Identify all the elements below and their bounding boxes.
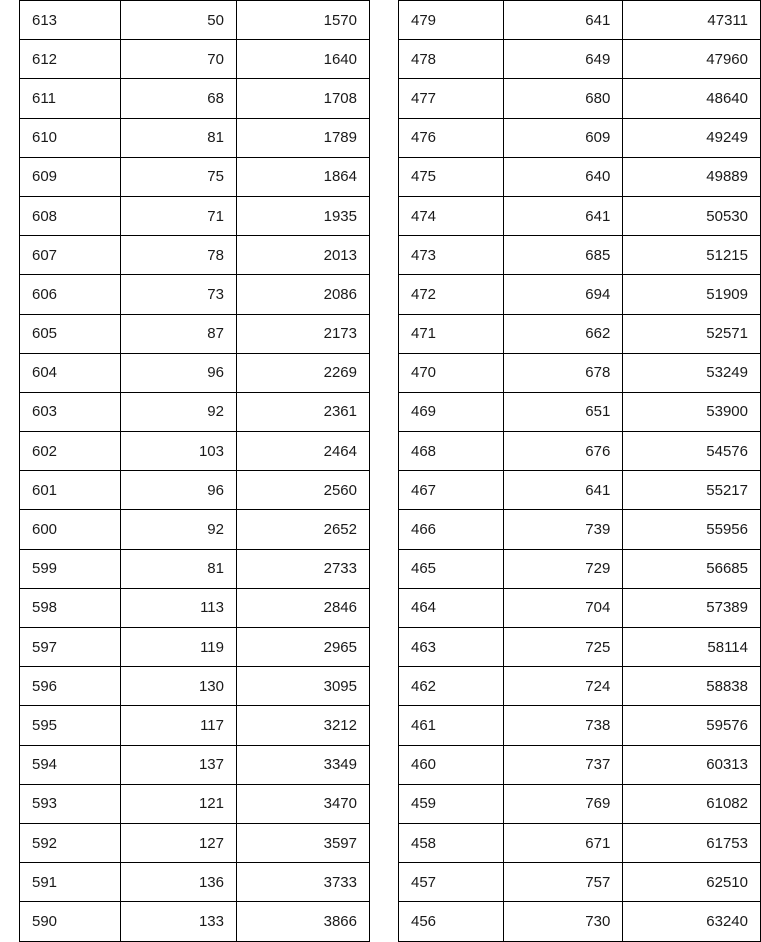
table-row: [399, 1, 761, 40]
cell-count: 730: [503, 902, 623, 941]
cell-cumulative: 2464: [236, 432, 369, 471]
table-row: [399, 510, 761, 549]
table-row: [20, 667, 370, 706]
cell-count: 117: [121, 706, 237, 745]
table-row: [20, 510, 370, 549]
cell-count: 71: [121, 196, 237, 235]
left-score-table-wrapper: [0, 0, 370, 930]
cell-count: 739: [503, 510, 623, 549]
cell-score: 471: [399, 314, 504, 353]
cell-count: 119: [121, 628, 237, 667]
cell-score: 606: [20, 275, 121, 314]
cell-score: 476: [399, 118, 504, 157]
table-row: [20, 706, 370, 745]
cell-cumulative: 52571: [623, 314, 761, 353]
cell-count: 121: [121, 784, 237, 823]
table-row: [20, 157, 370, 196]
table-row: [399, 549, 761, 588]
table-row: [20, 902, 370, 941]
cell-score: 600: [20, 510, 121, 549]
cell-score: 466: [399, 510, 504, 549]
column-gutter: [370, 0, 398, 918]
cell-score: 593: [20, 784, 121, 823]
right-score-table: [398, 0, 761, 942]
table-row: [399, 706, 761, 745]
table-row: [20, 196, 370, 235]
cell-score: 596: [20, 667, 121, 706]
cell-count: 640: [503, 157, 623, 196]
table-row: [20, 236, 370, 275]
cell-cumulative: 49889: [623, 157, 761, 196]
table-row: [399, 902, 761, 941]
cell-count: 133: [121, 902, 237, 941]
table-row: [399, 471, 761, 510]
cell-cumulative: 1935: [236, 196, 369, 235]
cell-cumulative: 2086: [236, 275, 369, 314]
table-row: [399, 314, 761, 353]
cell-cumulative: 1570: [236, 1, 369, 40]
cell-cumulative: 54576: [623, 432, 761, 471]
cell-score: 608: [20, 196, 121, 235]
cell-cumulative: 51909: [623, 275, 761, 314]
cell-count: 662: [503, 314, 623, 353]
cell-cumulative: 2269: [236, 353, 369, 392]
cell-cumulative: 61753: [623, 823, 761, 862]
cell-cumulative: 63240: [623, 902, 761, 941]
cell-score: 605: [20, 314, 121, 353]
cell-cumulative: 51215: [623, 236, 761, 275]
cell-cumulative: 3866: [236, 902, 369, 941]
table-row: [20, 471, 370, 510]
table-row: [20, 745, 370, 784]
table-row: [20, 628, 370, 667]
cell-count: 130: [121, 667, 237, 706]
cell-score: 474: [399, 196, 504, 235]
cell-score: 460: [399, 745, 504, 784]
cell-score: 604: [20, 353, 121, 392]
cell-score: 472: [399, 275, 504, 314]
cell-count: 92: [121, 392, 237, 431]
table-row: [20, 823, 370, 862]
cell-score: 595: [20, 706, 121, 745]
cell-cumulative: 62510: [623, 863, 761, 902]
cell-cumulative: 3733: [236, 863, 369, 902]
cell-cumulative: 2560: [236, 471, 369, 510]
cell-count: 75: [121, 157, 237, 196]
cell-score: 590: [20, 902, 121, 941]
cell-score: 478: [399, 40, 504, 79]
table-row: [20, 549, 370, 588]
cell-score: 609: [20, 157, 121, 196]
cell-count: 81: [121, 118, 237, 157]
cell-score: 463: [399, 628, 504, 667]
cell-count: 137: [121, 745, 237, 784]
cell-count: 769: [503, 784, 623, 823]
table-row: [399, 628, 761, 667]
table-row: [20, 118, 370, 157]
table-row: [399, 432, 761, 471]
cell-score: 479: [399, 1, 504, 40]
cell-cumulative: 58838: [623, 667, 761, 706]
cell-count: 676: [503, 432, 623, 471]
cell-count: 113: [121, 588, 237, 627]
cell-count: 73: [121, 275, 237, 314]
cell-count: 136: [121, 863, 237, 902]
cell-cumulative: 2965: [236, 628, 369, 667]
cell-score: 612: [20, 40, 121, 79]
cell-count: 641: [503, 1, 623, 40]
cell-score: 458: [399, 823, 504, 862]
cell-count: 70: [121, 40, 237, 79]
cell-cumulative: 1864: [236, 157, 369, 196]
cell-score: 473: [399, 236, 504, 275]
cell-count: 651: [503, 392, 623, 431]
table-row: [20, 1, 370, 40]
table-row: [399, 823, 761, 862]
cell-score: 610: [20, 118, 121, 157]
cell-count: 127: [121, 823, 237, 862]
cell-cumulative: 49249: [623, 118, 761, 157]
cell-count: 737: [503, 745, 623, 784]
cell-score: 459: [399, 784, 504, 823]
table-row: [20, 784, 370, 823]
cell-cumulative: 57389: [623, 588, 761, 627]
cell-score: 467: [399, 471, 504, 510]
cell-count: 641: [503, 471, 623, 510]
table-row: [20, 314, 370, 353]
left-score-table: [19, 0, 370, 942]
table-row: [399, 275, 761, 314]
cell-count: 729: [503, 549, 623, 588]
cell-score: 475: [399, 157, 504, 196]
cell-score: 457: [399, 863, 504, 902]
table-row: [20, 392, 370, 431]
cell-cumulative: 2652: [236, 510, 369, 549]
cell-cumulative: 50530: [623, 196, 761, 235]
cell-cumulative: 60313: [623, 745, 761, 784]
table-row: [399, 79, 761, 118]
right-score-table-wrapper: [398, 0, 761, 930]
cell-count: 725: [503, 628, 623, 667]
cell-count: 738: [503, 706, 623, 745]
cell-score: 470: [399, 353, 504, 392]
cell-count: 649: [503, 40, 623, 79]
table-row: [20, 432, 370, 471]
cell-cumulative: 47311: [623, 1, 761, 40]
cell-cumulative: 3212: [236, 706, 369, 745]
cell-count: 680: [503, 79, 623, 118]
table-row: [399, 157, 761, 196]
table-row: [399, 118, 761, 157]
cell-count: 78: [121, 236, 237, 275]
cell-count: 96: [121, 471, 237, 510]
cell-cumulative: 53900: [623, 392, 761, 431]
table-row: [20, 353, 370, 392]
cell-cumulative: 1640: [236, 40, 369, 79]
cell-score: 597: [20, 628, 121, 667]
cell-score: 591: [20, 863, 121, 902]
cell-cumulative: 2846: [236, 588, 369, 627]
cell-score: 469: [399, 392, 504, 431]
cell-count: 678: [503, 353, 623, 392]
cell-count: 96: [121, 353, 237, 392]
cell-count: 757: [503, 863, 623, 902]
cell-count: 724: [503, 667, 623, 706]
table-row: [20, 275, 370, 314]
cell-cumulative: 53249: [623, 353, 761, 392]
table-row: [399, 392, 761, 431]
table-row: [399, 353, 761, 392]
cell-cumulative: 2013: [236, 236, 369, 275]
cell-cumulative: 3470: [236, 784, 369, 823]
table-row: [399, 196, 761, 235]
cell-cumulative: 55956: [623, 510, 761, 549]
cell-score: 456: [399, 902, 504, 941]
cell-count: 704: [503, 588, 623, 627]
table-row: [399, 236, 761, 275]
cell-cumulative: 3095: [236, 667, 369, 706]
table-row: [20, 588, 370, 627]
cell-score: 465: [399, 549, 504, 588]
cell-score: 462: [399, 667, 504, 706]
cell-cumulative: 61082: [623, 784, 761, 823]
table-row: [399, 784, 761, 823]
cell-count: 50: [121, 1, 237, 40]
cell-count: 81: [121, 549, 237, 588]
cell-cumulative: 59576: [623, 706, 761, 745]
cell-score: 468: [399, 432, 504, 471]
cell-score: 602: [20, 432, 121, 471]
cell-cumulative: 47960: [623, 40, 761, 79]
right-score-table-body: [399, 1, 761, 942]
table-row: [399, 588, 761, 627]
cell-cumulative: 48640: [623, 79, 761, 118]
cell-count: 87: [121, 314, 237, 353]
cell-count: 694: [503, 275, 623, 314]
cell-cumulative: 3349: [236, 745, 369, 784]
cell-cumulative: 2733: [236, 549, 369, 588]
table-row: [399, 667, 761, 706]
cell-score: 603: [20, 392, 121, 431]
table-row: [399, 40, 761, 79]
cell-cumulative: 56685: [623, 549, 761, 588]
table-row: [20, 40, 370, 79]
table-row: [20, 79, 370, 118]
cell-count: 609: [503, 118, 623, 157]
cell-score: 598: [20, 588, 121, 627]
table-row: [20, 863, 370, 902]
cell-count: 92: [121, 510, 237, 549]
cell-count: 68: [121, 79, 237, 118]
cell-cumulative: 58114: [623, 628, 761, 667]
cell-score: 611: [20, 79, 121, 118]
cell-cumulative: 2173: [236, 314, 369, 353]
cell-score: 477: [399, 79, 504, 118]
cell-score: 607: [20, 236, 121, 275]
cell-count: 685: [503, 236, 623, 275]
cell-count: 103: [121, 432, 237, 471]
cell-count: 641: [503, 196, 623, 235]
cell-cumulative: 2361: [236, 392, 369, 431]
cell-score: 613: [20, 1, 121, 40]
table-row: [399, 745, 761, 784]
left-score-table-body: [20, 1, 370, 942]
cell-cumulative: 3597: [236, 823, 369, 862]
cell-cumulative: 55217: [623, 471, 761, 510]
cell-count: 671: [503, 823, 623, 862]
table-row: [399, 863, 761, 902]
cell-score: 599: [20, 549, 121, 588]
cell-score: 594: [20, 745, 121, 784]
cell-score: 464: [399, 588, 504, 627]
cell-score: 461: [399, 706, 504, 745]
cell-score: 601: [20, 471, 121, 510]
cell-cumulative: 1789: [236, 118, 369, 157]
cell-score: 592: [20, 823, 121, 862]
cell-cumulative: 1708: [236, 79, 369, 118]
